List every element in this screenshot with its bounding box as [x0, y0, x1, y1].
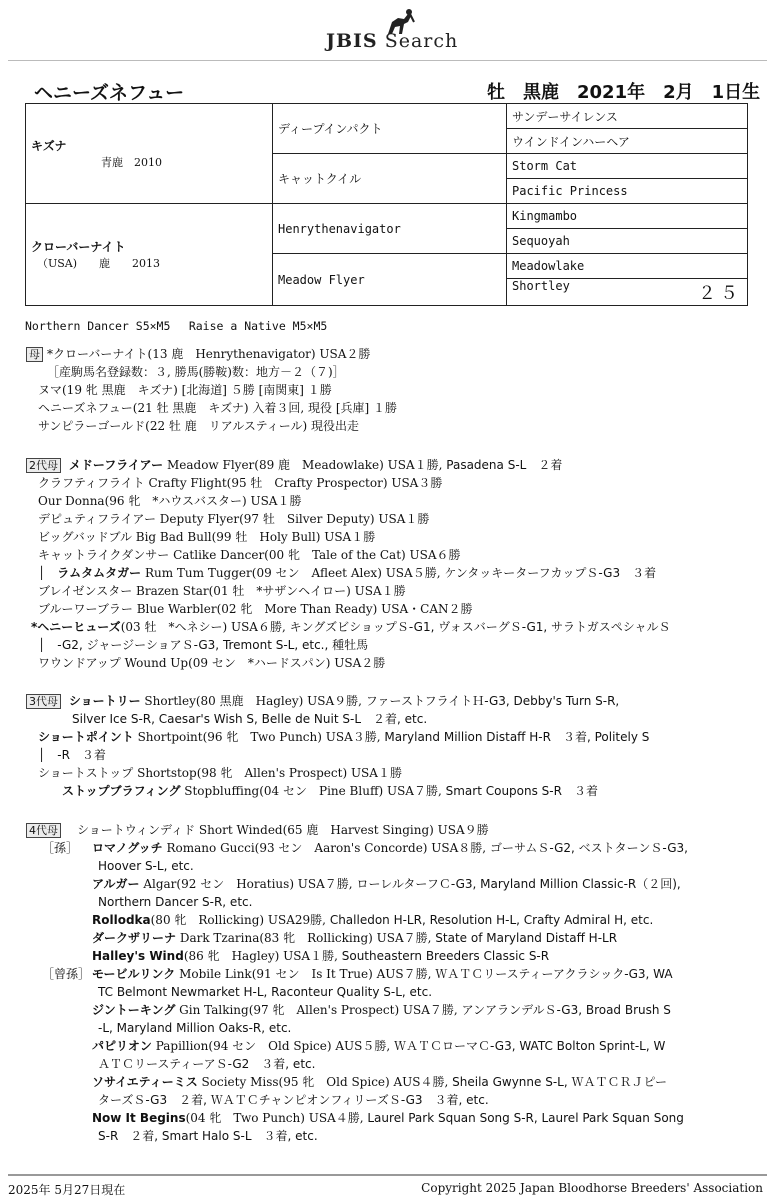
logo-search: Search [384, 30, 459, 52]
great-grandson-label: ［曾孫］ [42, 967, 91, 981]
fourth-dam-line-1: 4代母 ショートウィンディド Short Winded(65 鹿 Harvest Singing) USA９勝 [26, 822, 489, 839]
fourth-entry-7: ジントーキング Gin Talking(97 牝 Allen's Prospect) USA７勝, アンアランデルＳ-G3, Broad Brush S [92, 1003, 671, 1017]
third-dam-line-5: ショートストップ Shortstop(98 牝 Allen's Prospect) USA１勝 [38, 766, 402, 780]
fourth-entry-6-cont: TC Belmont Newmarket H-L, Raconteur Quality S-L, etc. [98, 985, 433, 999]
second-dam-line-1: 2代母 メドーフライアー Meadow Flyer(89 鹿 Meadowlake) USA１勝, Pasadena S-L ２着 [26, 457, 562, 474]
family-number: ２５ [698, 283, 742, 304]
footer-date: 2025年 5月27日現在 [8, 1183, 126, 1197]
second-dam-line-11: │ -G2, ジャージーショアＳ-G3, Tremont S-L, etc., 種牡馬 [38, 638, 369, 652]
third-dam-line-3: ショートポイント Shortpoint(96 牝 Two Punch) USA３勝, Maryland Million Distaff H-R ３着, Politely S [38, 730, 650, 744]
second-dam-line-5: ビッグバッドブル Big Bad Bull(99 牡 Holy Bull) USA１勝 [38, 530, 376, 544]
fourth-entry-9: ソサイエティーミス Society Miss(95 牝 Old Spice) AUS４勝, Sheila Gwynne S-L, ＷＡＴＣＲＪピー [92, 1075, 667, 1089]
pedigree-sire-sire: ディープインパクト [273, 104, 507, 154]
fourth-dam-tag: 4代母 [26, 823, 61, 838]
fourth-entry-3: Rollodka(80 牝 Rollicking) USA29勝, Challedon H-LR, Resolution H-L, Crafty Admiral H, etc. [92, 913, 654, 927]
fourth-entry-5: Halley's Wind(86 牝 Hagley) USA１勝, Southeastern Breeders Classic S-R [92, 949, 550, 963]
dam-name: クローバーナイト [31, 240, 126, 254]
jbis-search-logo[interactable] [326, 8, 466, 56]
pedigree-gen3-3: Storm Cat [507, 154, 748, 179]
dam-line-1: 母 *クローバーナイト(13 鹿 Henrythenavigator) USA２勝 [26, 346, 370, 363]
header-divider [8, 60, 767, 61]
pedigree-gen3-4: Pacific Princess [507, 179, 748, 204]
second-dam-line-6: キャットライクダンサー Catlike Dancer(00 牝 Tale of the Cat) USA６勝 [38, 548, 461, 562]
second-dam-line-10: *ヘニーヒューズ(03 牡 *ヘネシー) USA６勝, キングズビショップＳ-G1, ヴォスバーグＳ-G1, サラトガスペシャルＳ [31, 620, 671, 634]
pedigree-gen3-5: Kingmambo [507, 204, 748, 229]
second-dam-line-8: ブレイゼンスター Brazen Star(01 牡 *サザンヘイロー) USA１勝 [38, 584, 406, 598]
dam-line-2: ［産駒馬名登録数：３, 勝馬(勝鞍)数：地方－２（７)］ [47, 365, 345, 379]
pedigree-gen3-2: ウインドインハーヘア [507, 129, 748, 154]
pedigree-gen3-8 [507, 279, 748, 306]
footer-divider [8, 1174, 767, 1176]
fourth-entry-8-cont: ＡＴＣリースティーアＳ-G2 ３着, etc. [98, 1057, 316, 1071]
pedigree-dam-dam: Meadow Flyer [273, 254, 507, 306]
second-dam-tag: 2代母 [26, 458, 61, 473]
inbreeding-note: Northern Dancer S5×M5 Raise a Native M5×M5 [25, 319, 328, 333]
dam-detail: （USA) 鹿 2013 [37, 257, 161, 270]
third-dam-line-6: ストップブラフィング Stopbluffing(04 セン Pine Bluff) USA７勝, Smart Coupons S-R ３着 [62, 784, 598, 798]
horse-info: 牡 黒鹿 2021年 2月 1日生 [487, 82, 761, 103]
second-dam-line-2: クラフティフライト Crafty Flight(95 牡 Crafty Prospector) USA３勝 [38, 476, 443, 490]
third-dam-tag: 3代母 [26, 694, 61, 709]
footer-copyright: Copyright 2025 Japan Bloodhorse Breeders' Association [421, 1181, 763, 1195]
sire-detail: 青鹿 2010 [101, 156, 162, 169]
fourth-entry-1: ロマノグッチ Romano Gucci(93 セン Aaron's Concorde) USA８勝, ゴーサムＳ-G2, ベストターンＳ-G3, [92, 841, 688, 855]
pedigree-sire-dam: キャットクイル [273, 154, 507, 204]
pedigree-gen3-8-name: Shortley [512, 279, 570, 293]
sire-name: キズナ [31, 139, 67, 153]
horse-name: ヘニーズネフュー [34, 82, 185, 104]
fourth-entry-10-cont: S-R ２着, Smart Halo S-L ３着, etc. [98, 1129, 318, 1143]
fourth-entry-1-cont: Hoover S-L, etc. [98, 859, 194, 873]
second-dam-line-9: ブルーワーブラー Blue Warbler(02 牝 More Than Ready) USA・CAN２勝 [38, 602, 473, 616]
logo-jbis: JBIS [326, 30, 378, 52]
second-dam-line-3: Our Donna(96 牝 *ハウスバスター) USA１勝 [38, 494, 302, 508]
dam-line-4: ヘニーズネフュー(21 牡 黒鹿 キズナ) 入着３回, 現役 [兵庫] １勝 [38, 401, 398, 415]
fourth-entry-9-cont: ターズＳ-G3 ２着, ＷＡＴＣチャンピオンフィリーズＳ-G3 ３着, etc. [98, 1093, 489, 1107]
dam-line-5: サンピラーゴールド(22 牡 鹿 リアルスティール) 現役出走 [38, 419, 359, 433]
fourth-entry-10: Now It Begins(04 牝 Two Punch) USA４勝, Laurel Park Squan Song S-R, Laurel Park Squan Song [92, 1111, 684, 1125]
pedigree-dam-sire: Henrythenavigator [273, 204, 507, 254]
second-dam-line-7: │ ラムタムタガー Rum Tum Tugger(09 セン Afleet Alex) USA５勝, ケンタッキーターフカップＳ-G3 ３着 [38, 566, 657, 580]
fourth-entry-6: モービルリンク Mobile Link(91 セン Is It True) AUS７勝, ＷＡＴＣリースティーアクラシック-G3, WA [92, 967, 673, 981]
pedigree-gen3-1: サンデーサイレンス [507, 104, 748, 129]
grandson-label: ［孫］ [42, 841, 79, 855]
pedigree-table [25, 103, 748, 306]
pedigree-gen3-7: Meadowlake [507, 254, 748, 279]
dam-line-3: ヌマ(19 牝 黒鹿 キズナ) [北海道] ５勝 [南関東] １勝 [38, 383, 332, 397]
pedigree-gen3-6: Sequoyah [507, 229, 748, 254]
third-dam-line-4: │ -R ３着 [38, 748, 106, 762]
third-dam-line-1: 3代母 ショートリー Shortley(80 黒鹿 Hagley) USA９勝, ファーストフライトＨ-G3, Debby's Turn S-R, [26, 693, 619, 710]
second-dam-line-4: デピュティフライアー Deputy Flyer(97 牡 Silver Deputy) USA１勝 [38, 512, 430, 526]
dam-tag: 母 [26, 347, 43, 362]
sire-cell [26, 104, 273, 204]
dam-cell [26, 204, 273, 306]
third-dam-line-2: Silver Ice S-R, Caesar's Wish S, Belle de Nuit S-L ２着, etc. [72, 712, 428, 726]
second-dam-line-12: ワウンドアップ Wound Up(09 セン *ハードスパン) USA２勝 [38, 656, 386, 670]
fourth-entry-2: アルガー Algar(92 セン Horatius) USA７勝, ローレルターフＣ-G3, Maryland Million Classic-R（２回), [92, 877, 681, 891]
fourth-entry-8: パピリオン Papillion(94 セン Old Spice) AUS５勝, ＷＡＴＣローマＣ-G3, WATC Bolton Sprint-L, W [92, 1039, 666, 1053]
fourth-entry-2-cont: Northern Dancer S-R, etc. [98, 895, 253, 909]
fourth-entry-4: ダークザリーナ Dark Tzarina(83 牝 Rollicking) USA７勝, State of Maryland Distaff H-LR [92, 931, 618, 945]
fourth-entry-7-cont: -L, Maryland Million Oaks-R, etc. [98, 1021, 292, 1035]
